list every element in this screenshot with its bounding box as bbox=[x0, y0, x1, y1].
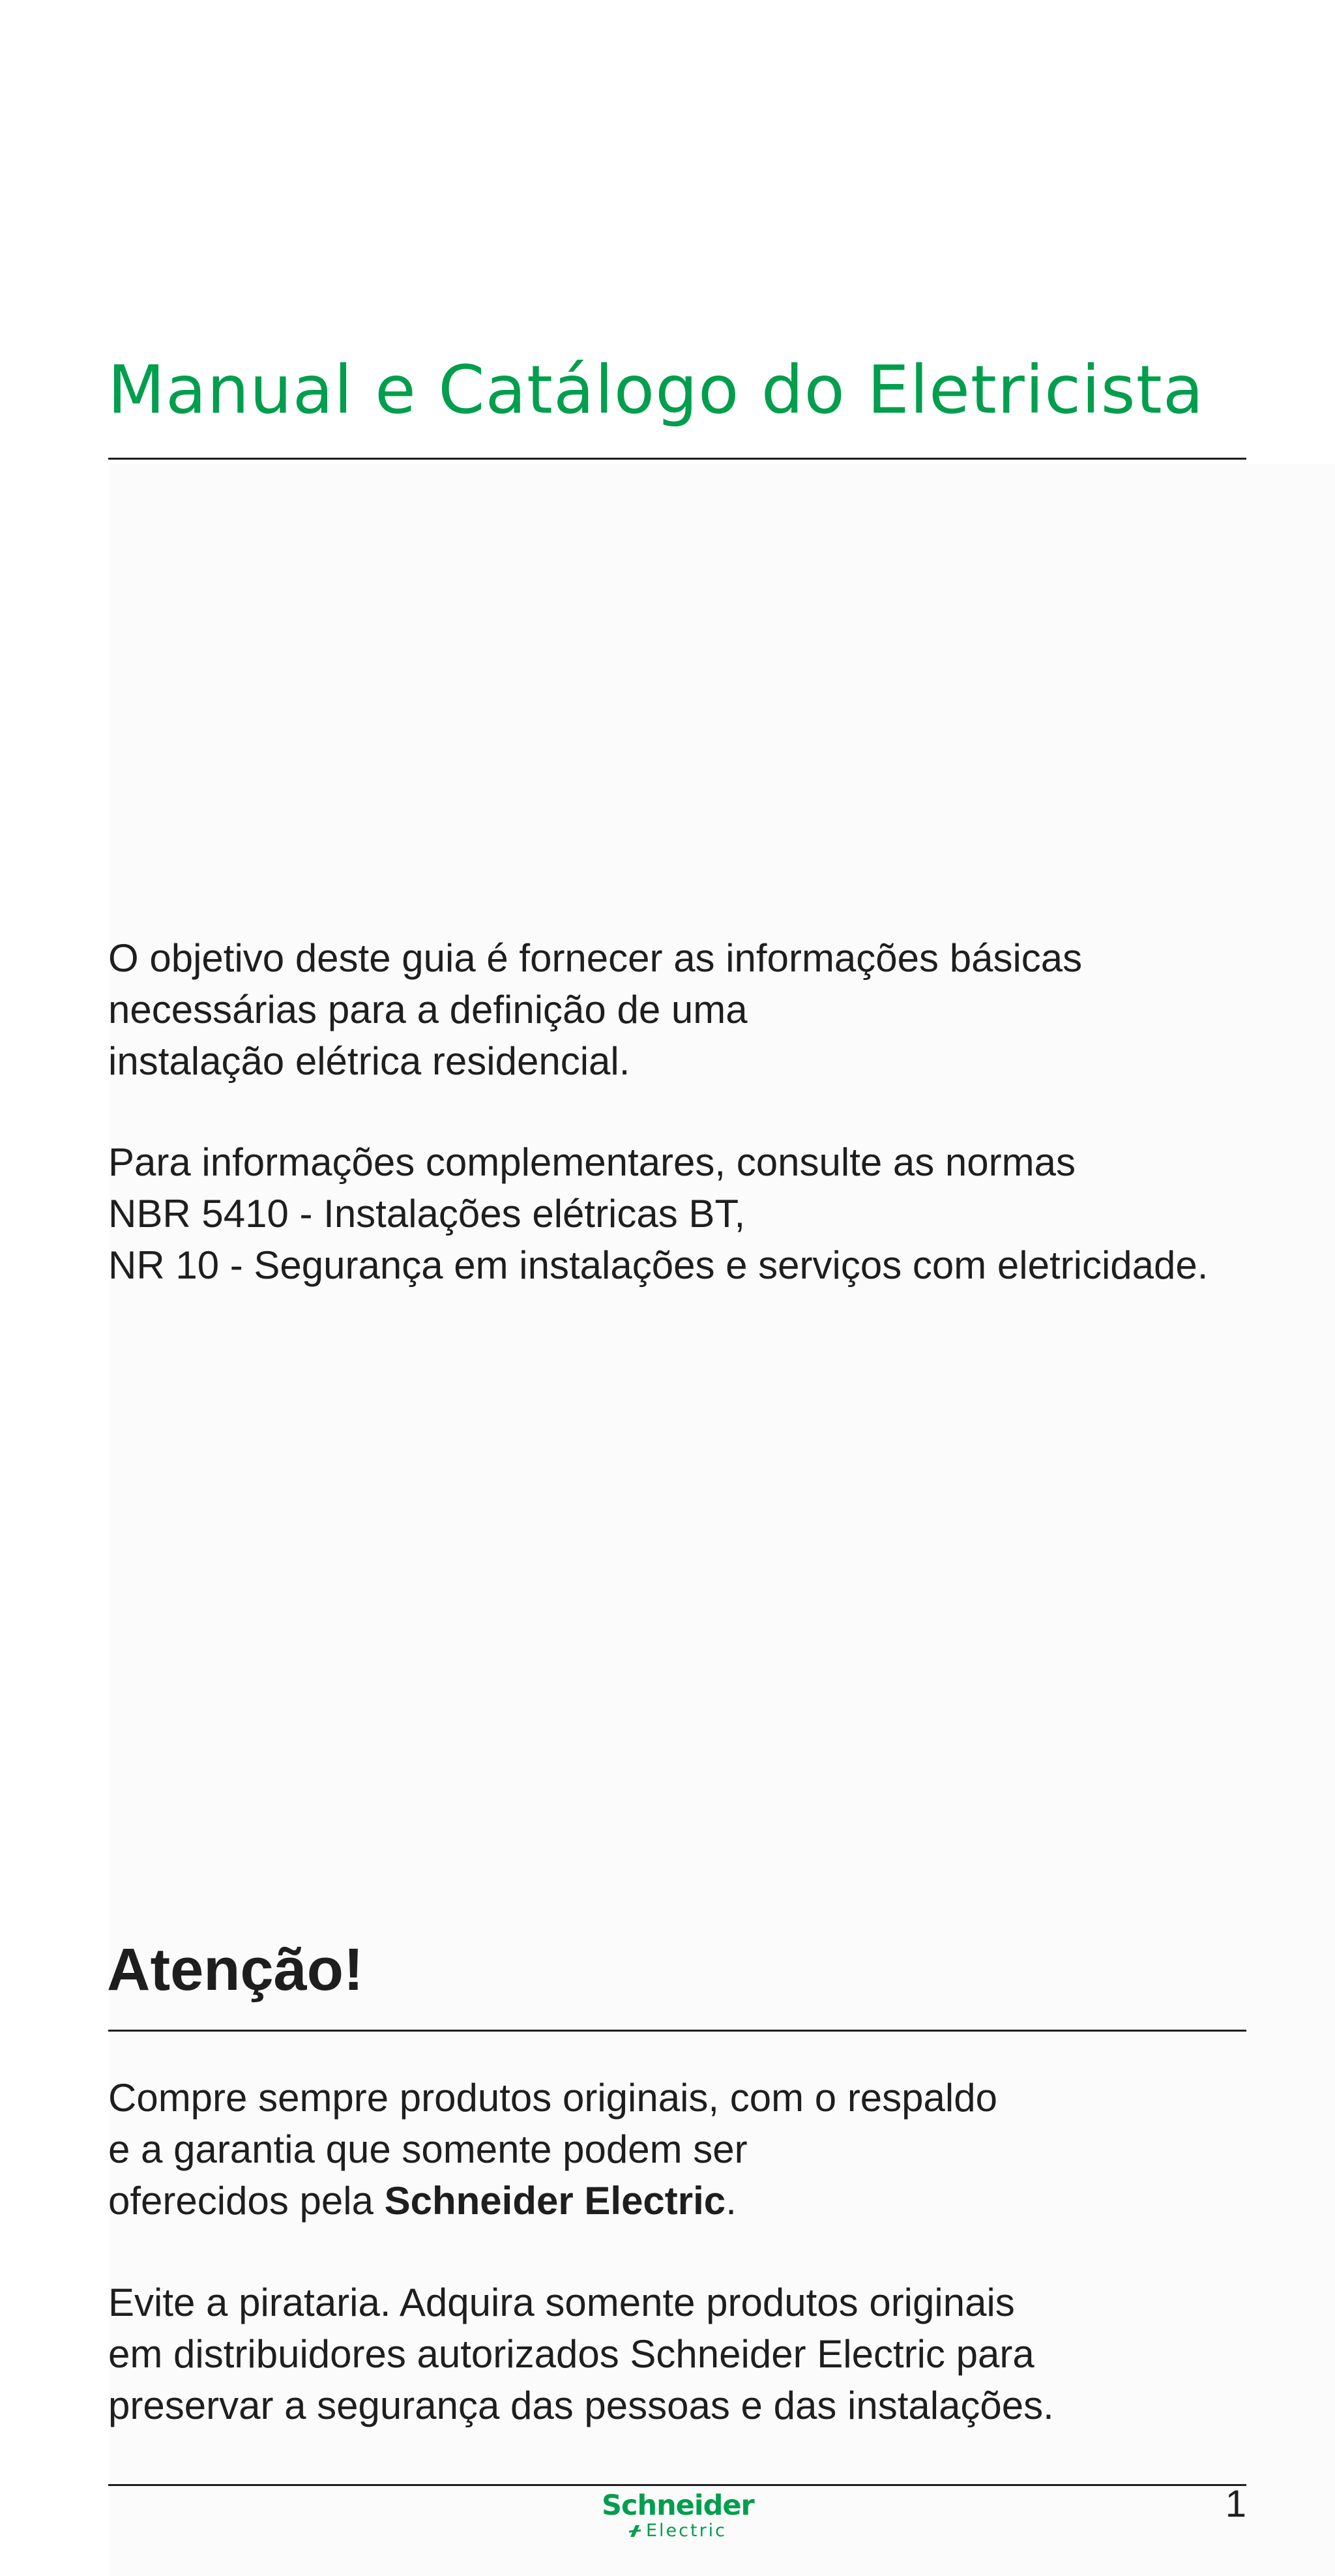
title-divider bbox=[108, 458, 1246, 460]
intro-paragraph bbox=[108, 932, 1082, 1087]
standards-line: NBR 5410 - Instalações elétricas BT, bbox=[108, 1192, 746, 1236]
logo-subline bbox=[602, 2521, 752, 2541]
standards-line: NR 10 - Segurança em instalações e serviços com eletricidade. bbox=[108, 1243, 1209, 1287]
schneider-electric-logo-mark-icon bbox=[626, 2523, 643, 2539]
standards-line: Para informações complementares, consulte as normas bbox=[108, 1140, 1076, 1184]
piracy-line: Evite a pirataria. Adquira somente produtos originais bbox=[108, 2281, 1015, 2324]
attention-heading: Atenção! bbox=[107, 1936, 364, 2003]
footer-divider bbox=[108, 2484, 1246, 2486]
originals-paragraph bbox=[108, 2072, 997, 2227]
intro-line: instalação elétrica residencial. bbox=[108, 1039, 630, 1083]
intro-line: necessárias para a definição de uma bbox=[108, 988, 748, 1031]
page-title: Manual e Catálogo do Eletricista bbox=[108, 351, 1205, 429]
brand-name: Schneider Electric bbox=[384, 2179, 726, 2223]
originals-line-prefix: oferecidos pela bbox=[108, 2179, 385, 2223]
intro-line: O objetivo deste guia é fornecer as informações básicas bbox=[108, 936, 1083, 980]
originals-line: e a garantia que somente podem ser bbox=[108, 2127, 748, 2171]
logo-subtext: Electric bbox=[645, 2521, 727, 2541]
piracy-line: em distribuidores autorizados Schneider Electric para bbox=[108, 2332, 1034, 2376]
standards-paragraph bbox=[108, 1136, 1208, 1291]
background-panel bbox=[110, 464, 1335, 2576]
piracy-line: preservar a segurança das pessoas e das instalações. bbox=[108, 2384, 1054, 2427]
originals-line: Compre sempre produtos originais, com o respaldo bbox=[108, 2076, 997, 2120]
schneider-electric-logo bbox=[602, 2491, 752, 2549]
logo-wordmark: Schneider bbox=[602, 2489, 754, 2522]
originals-line bbox=[108, 2175, 997, 2227]
piracy-paragraph bbox=[108, 2277, 1054, 2431]
page-number: 1 bbox=[1225, 2483, 1246, 2525]
originals-line-suffix: . bbox=[726, 2179, 737, 2223]
attention-divider bbox=[108, 2030, 1246, 2032]
